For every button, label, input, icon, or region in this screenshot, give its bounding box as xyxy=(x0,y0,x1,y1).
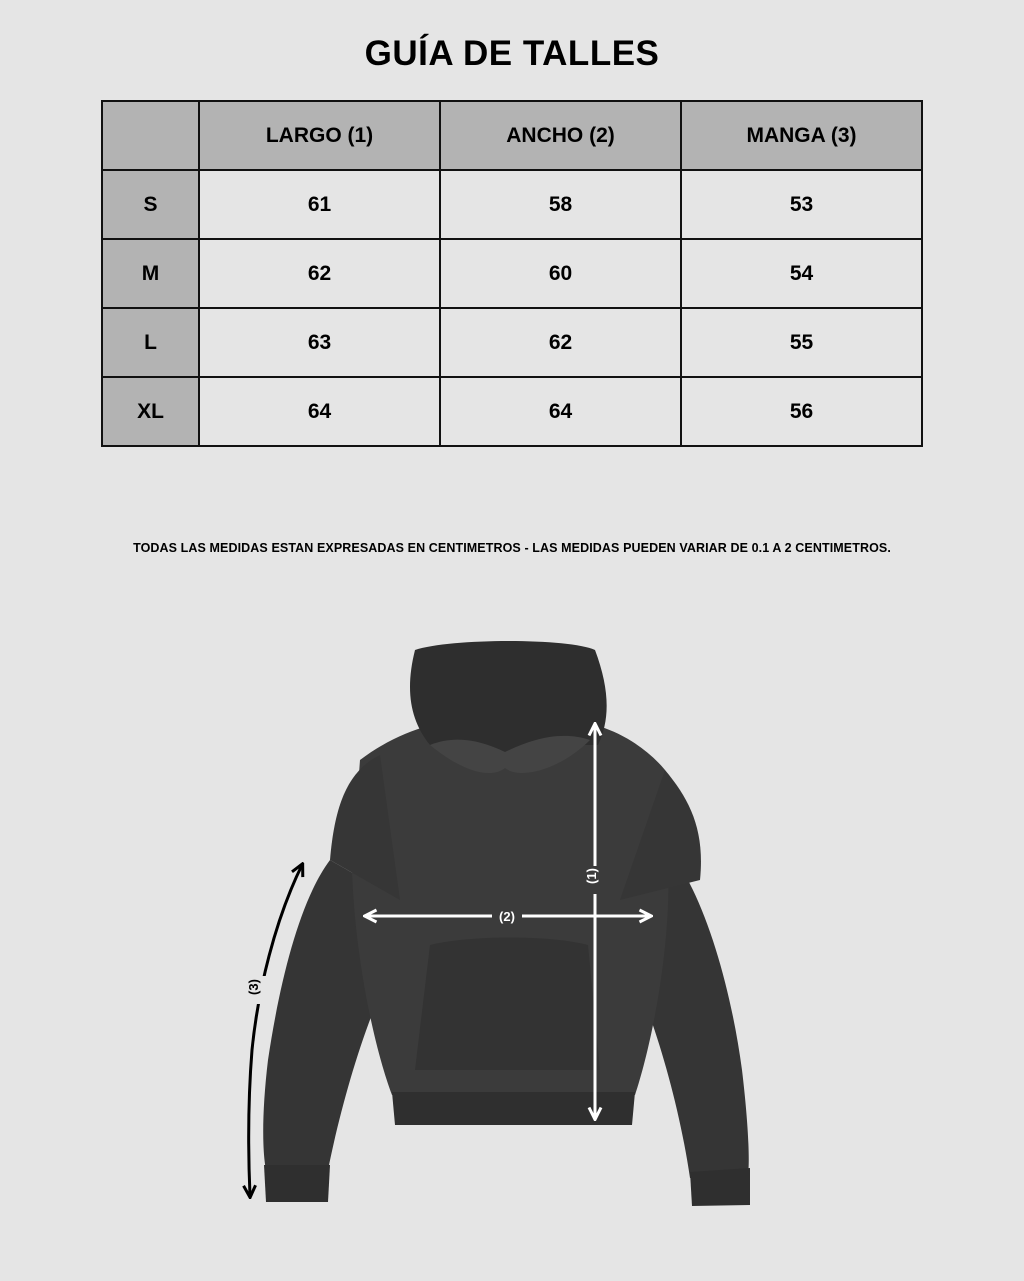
header-ancho: ANCHO (2) xyxy=(440,101,681,170)
measurement-note: TODAS LAS MEDIDAS ESTAN EXPRESADAS EN CENTIMETROS - LAS MEDIDAS PUEDEN VARIAR DE 0.1 A 2 CENTIMETROS. xyxy=(133,541,891,555)
size-label: S xyxy=(102,170,199,239)
header-largo: LARGO (1) xyxy=(199,101,440,170)
table-header-row xyxy=(102,101,922,170)
cell-manga: 55 xyxy=(681,308,922,377)
cell-ancho: 64 xyxy=(440,377,681,446)
sleeve-label: (3) xyxy=(246,979,261,995)
hoodie-diagram xyxy=(0,600,1024,1240)
cell-largo: 63 xyxy=(199,308,440,377)
cell-ancho: 58 xyxy=(440,170,681,239)
size-table xyxy=(101,100,923,447)
length-label: (1) xyxy=(584,868,599,884)
cell-largo: 64 xyxy=(199,377,440,446)
table-row xyxy=(102,377,922,446)
cell-ancho: 62 xyxy=(440,308,681,377)
table-row xyxy=(102,239,922,308)
cell-ancho: 60 xyxy=(440,239,681,308)
page-title: GUÍA DE TALLES xyxy=(364,34,660,73)
width-label: (2) xyxy=(499,909,515,924)
cell-largo: 61 xyxy=(199,170,440,239)
cell-manga: 56 xyxy=(681,377,922,446)
header-corner xyxy=(102,101,199,170)
size-label: XL xyxy=(102,377,199,446)
cell-manga: 54 xyxy=(681,239,922,308)
header-manga: MANGA (3) xyxy=(681,101,922,170)
table-row xyxy=(102,308,922,377)
table-row xyxy=(102,170,922,239)
cell-largo: 62 xyxy=(199,239,440,308)
cell-manga: 53 xyxy=(681,170,922,239)
size-label: M xyxy=(102,239,199,308)
size-label: L xyxy=(102,308,199,377)
